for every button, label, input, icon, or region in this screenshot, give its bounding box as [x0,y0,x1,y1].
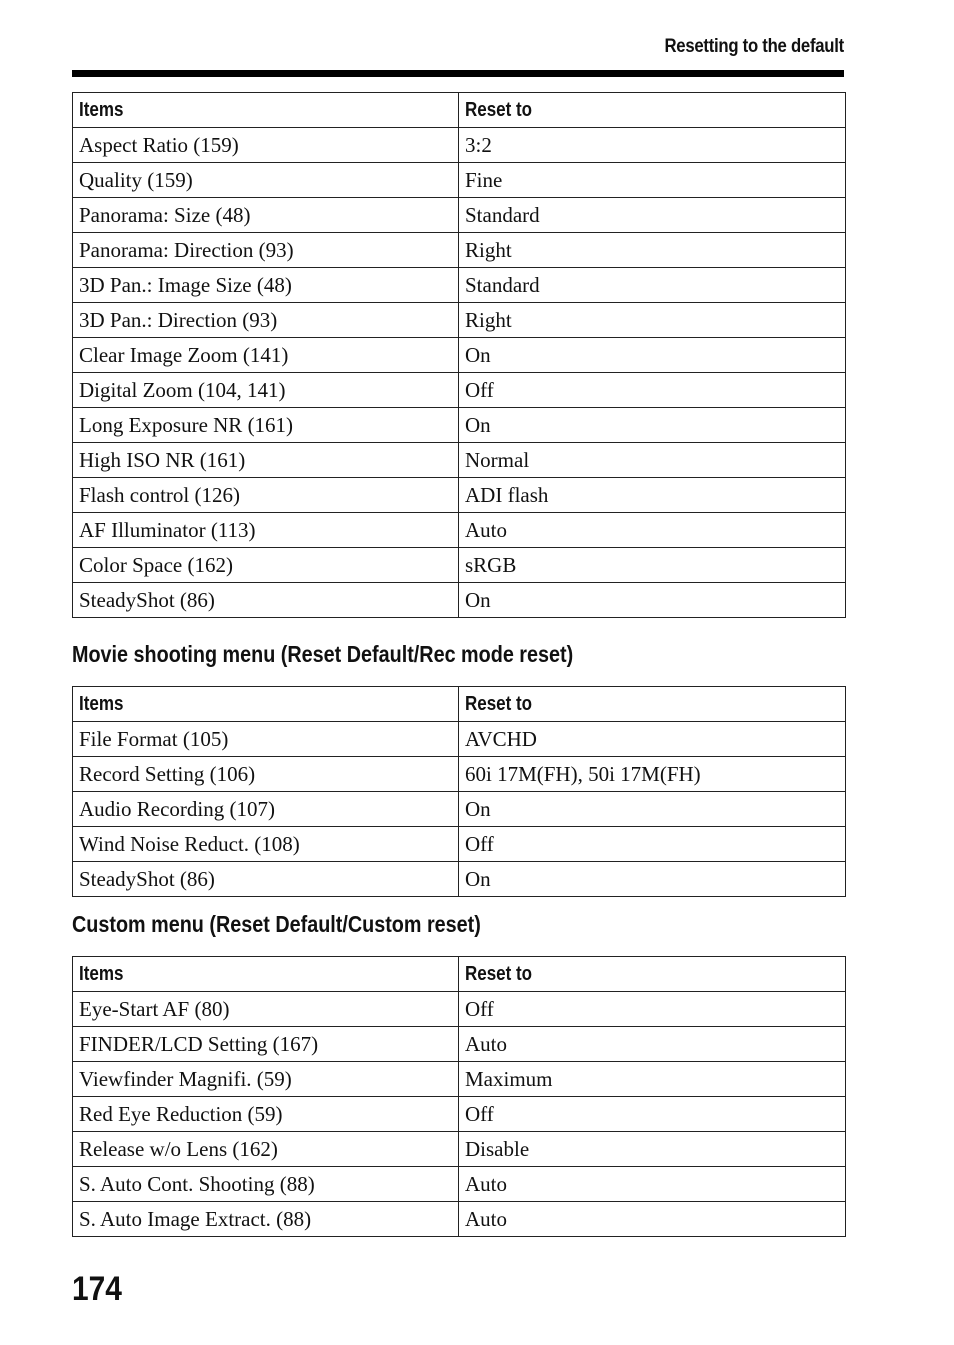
table-row [73,513,846,548]
table-row [73,1132,846,1167]
reset-value-cell: Auto [459,1167,846,1202]
item-name-cell: Audio Recording (107) [73,792,459,827]
reset-value-cell: On [459,862,846,897]
column-header-items [73,687,459,722]
column-header-items [73,957,459,992]
table-row [73,827,846,862]
item-name-cell: 3D Pan.: Image Size (48) [73,268,459,303]
table-row [73,338,846,373]
table-row [73,443,846,478]
column-header-label: Reset to [465,98,533,121]
item-name-cell: Color Space (162) [73,548,459,583]
reset-value-cell: On [459,792,846,827]
item-name-cell: High ISO NR (161) [73,443,459,478]
page-number: 174 [72,1270,122,1308]
reset-value-cell: Off [459,1097,846,1132]
section-heading-custom-menu: Custom menu (Reset Default/Custom reset) [72,911,481,937]
column-header-reset-to [459,957,846,992]
table-row [73,268,846,303]
reset-value-cell: Standard [459,198,846,233]
item-name-cell: AF Illuminator (113) [73,513,459,548]
column-header-items [73,93,459,128]
item-name-cell: 3D Pan.: Direction (93) [73,303,459,338]
item-name-cell: Clear Image Zoom (141) [73,338,459,373]
table-row [73,198,846,233]
item-name-cell: Digital Zoom (104, 141) [73,373,459,408]
reset-value-cell: On [459,408,846,443]
column-header-reset-to [459,687,846,722]
table-row [73,1097,846,1132]
reset-value-cell: Off [459,827,846,862]
item-name-cell: Wind Noise Reduct. (108) [73,827,459,862]
table-header-row [73,957,846,992]
table-row [73,478,846,513]
table-header-row [73,687,846,722]
table-row [73,128,846,163]
table-row [73,757,846,792]
table-row [73,1202,846,1237]
reset-value-cell: Auto [459,513,846,548]
running-header: Resetting to the default [664,36,844,57]
item-name-cell: Quality (159) [73,163,459,198]
reset-value-cell: Auto [459,1027,846,1062]
table-row [73,548,846,583]
item-name-cell: S. Auto Image Extract. (88) [73,1202,459,1237]
item-name-cell: Viewfinder Magnifi. (59) [73,1062,459,1097]
item-name-cell: Panorama: Direction (93) [73,233,459,268]
table-row [73,992,846,1027]
reset-value-cell: On [459,338,846,373]
reset-value-cell: Normal [459,443,846,478]
reset-value-cell: 60i 17M(FH), 50i 17M(FH) [459,757,846,792]
section-heading-movie-menu: Movie shooting menu (Reset Default/Rec mode reset) [72,641,574,667]
table-row [73,862,846,897]
item-name-cell: S. Auto Cont. Shooting (88) [73,1167,459,1202]
reset-value-cell: ADI flash [459,478,846,513]
column-header-label: Items [79,692,124,715]
custom-settings-table [72,956,846,1237]
reset-value-cell: Right [459,233,846,268]
reset-value-cell: Disable [459,1132,846,1167]
table-row [73,792,846,827]
reset-value-cell: Fine [459,163,846,198]
item-name-cell: File Format (105) [73,722,459,757]
movie-settings-table [72,686,846,897]
header-rule [72,70,844,77]
item-name-cell: Panorama: Size (48) [73,198,459,233]
item-name-cell: Release w/o Lens (162) [73,1132,459,1167]
table-row [73,1027,846,1062]
item-name-cell: SteadyShot (86) [73,862,459,897]
column-header-label: Reset to [465,962,533,985]
reset-value-cell: Standard [459,268,846,303]
column-header-label: Items [79,962,124,985]
reset-value-cell: Off [459,992,846,1027]
table-row [73,722,846,757]
item-name-cell: SteadyShot (86) [73,583,459,618]
item-name-cell: Long Exposure NR (161) [73,408,459,443]
reset-value-cell: On [459,583,846,618]
table-row [73,1062,846,1097]
reset-value-cell: Maximum [459,1062,846,1097]
reset-value-cell: Auto [459,1202,846,1237]
table-header-row [73,93,846,128]
item-name-cell: Record Setting (106) [73,757,459,792]
reset-value-cell: 3:2 [459,128,846,163]
table-row [73,163,846,198]
table-row [73,408,846,443]
reset-value-cell: Right [459,303,846,338]
table-row [73,583,846,618]
item-name-cell: Flash control (126) [73,478,459,513]
item-name-cell: Aspect Ratio (159) [73,128,459,163]
reset-value-cell: AVCHD [459,722,846,757]
reset-value-cell: sRGB [459,548,846,583]
column-header-reset-to [459,93,846,128]
table-row [73,233,846,268]
reset-value-cell: Off [459,373,846,408]
table-row [73,303,846,338]
table-row [73,1167,846,1202]
item-name-cell: Red Eye Reduction (59) [73,1097,459,1132]
item-name-cell: Eye-Start AF (80) [73,992,459,1027]
column-header-label: Reset to [465,692,533,715]
camera-settings-table [72,92,846,618]
table-row [73,373,846,408]
item-name-cell: FINDER/LCD Setting (167) [73,1027,459,1062]
column-header-label: Items [79,98,124,121]
